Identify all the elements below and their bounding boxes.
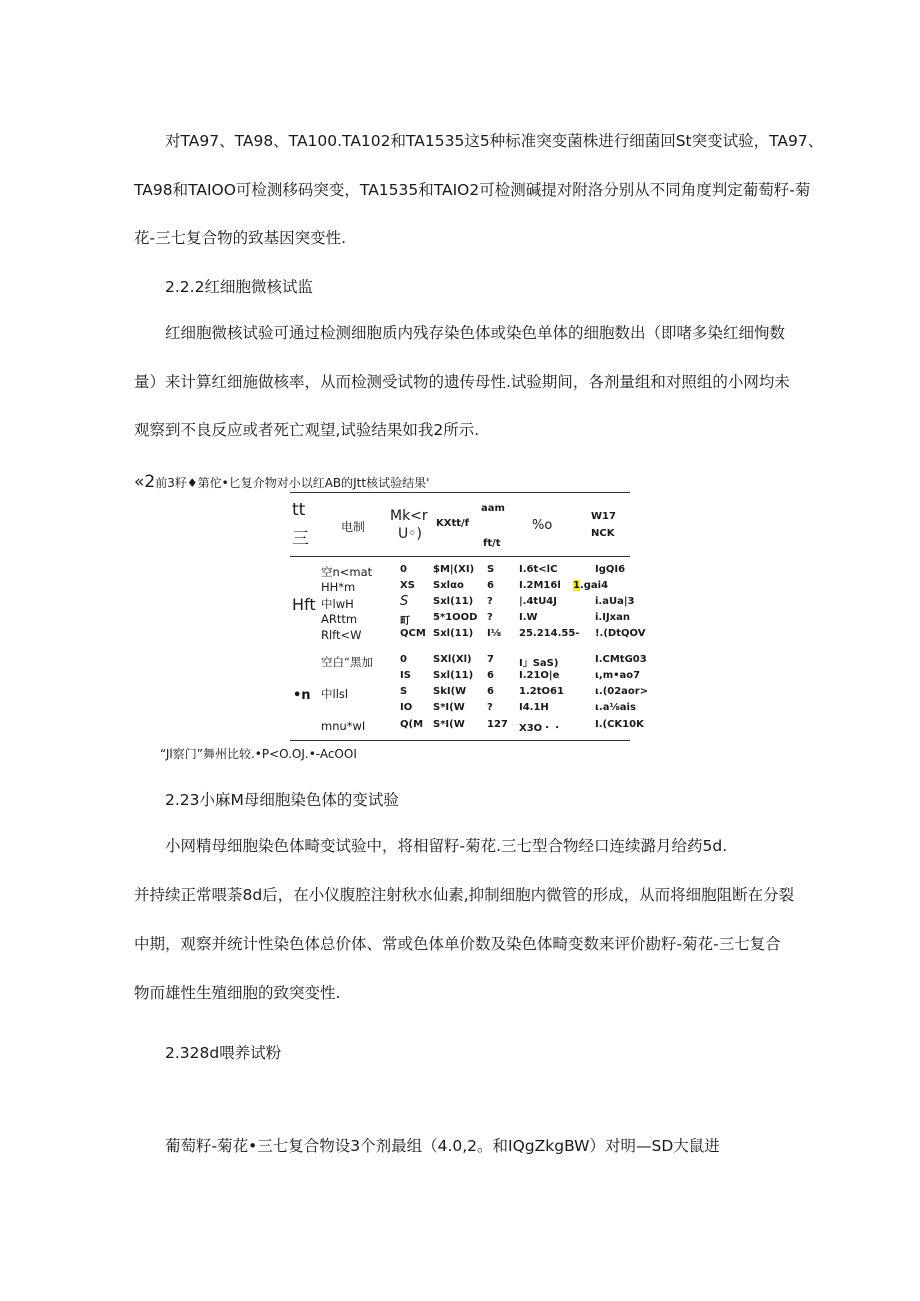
header-ft: ft/t (483, 538, 501, 549)
table-cell-cells: $M|(XI) (433, 564, 475, 575)
paragraph-4-line-1: 葡萄籽-菊花•三七复合物设3个剂最组（4.0,2。和IQgZkgBW）对明—SD大鼠进 (165, 1137, 720, 1155)
table-cell-value: ι.(02aor> (595, 686, 649, 697)
header-mk-a: Mk<r (390, 508, 428, 524)
table-cell-count: S (400, 594, 409, 609)
header-nck: NCK (591, 528, 615, 539)
header-mk-b: U◦) (398, 526, 422, 542)
section-heading-2-3-2-8: 2.328d喂养试粉 (165, 1044, 282, 1062)
table-cell-animals: ? (487, 596, 493, 607)
table-cell-dose-label: HH*m (321, 580, 356, 594)
table-cell-dose-label: 中llsl (321, 687, 349, 701)
table-cell-value: i.aUa|3 (595, 596, 635, 607)
table-cell-mean: |.4tU4J (519, 596, 557, 607)
table-cell-animals: 7 (487, 654, 494, 665)
table-cell-count: XS (400, 580, 415, 591)
table-cell-animals: ? (487, 612, 493, 623)
header-kxtt: KXtt/f (436, 518, 470, 529)
table-cell-cells: Sxl(11) (433, 670, 474, 681)
table-cell-mean: I」SaS) (519, 658, 559, 669)
table-footnote: “Jl察门”舞州比较.•P<O.OJ.•-AcOOI (160, 747, 357, 761)
table-cell-mean: I.W (519, 612, 538, 623)
table-cell-value (573, 580, 608, 591)
header-group-a: tt (292, 500, 306, 520)
table-cell-count: 0 (400, 564, 407, 575)
table-cell-count: 町 (400, 616, 410, 627)
table-cell-mean: 1.2tO61 (519, 686, 564, 697)
table-cell-cells: Sxl(11) (433, 628, 474, 639)
table-cell-dose-label: Rlft<W (321, 628, 362, 642)
table-cell-count: IO (400, 702, 413, 713)
table-cell-cells: S*I(W (433, 719, 465, 730)
paragraph-1-line-2: TA98和TAIOO可检测移码突变，TA1535和TAIO2可检测碱提对附洛分别从不同角度判定葡萄籽-菊 (134, 181, 811, 199)
table-cell-count: IS (400, 670, 411, 681)
table-cell-count: 0 (400, 654, 407, 665)
table-top-rule (290, 492, 630, 493)
table-cell-count: QCM (400, 628, 426, 639)
paragraph-3-line-1: 小网精母细胞染色体畸变试验中，将相留籽-菊花.三七型合物经口连续潞月给药5d. (165, 837, 728, 855)
table-caption (134, 472, 429, 492)
paragraph-1-line-1: 对TA97、TA98、TA100.TA102和TA1535这5种标准突变菌株进行细菌回St突变试验，TA97、 (165, 132, 824, 150)
highlighted-cell-rest: .gai4 (579, 580, 609, 591)
header-dose: 电制 (341, 520, 366, 534)
table-cell-dose-label: 中lwH (321, 597, 354, 611)
table-header-rule (290, 556, 630, 557)
header-permille: %o (532, 518, 553, 533)
paragraph-2-line-3: 观察到不良反应或者死亡观望,试验结果如我2所示. (134, 421, 480, 439)
table-cell-dose-label: 空n<mat (321, 565, 373, 579)
table-cell-mean: 25.214.55- (519, 628, 580, 639)
table-cell-animals: I⅛ (487, 628, 502, 639)
paragraph-3-line-3: 中期，观察并统计性染色体总价体、常或色体单价数及染色体畸变数来评价勘籽-菊花-三七复合 (134, 935, 781, 953)
table-cell-value: ι,m•ao7 (595, 670, 641, 681)
table-cell-mean: X3O・・ (519, 723, 563, 734)
paragraph-2-line-2: 量）来计算红细施做核率，从而检测受试物的遗传母性.试验期间，各剂量组和对照组的小网均未 (134, 373, 790, 391)
table-cell-dose-label: mnu*wI (321, 719, 366, 733)
section-heading-2-2-2: 2.2.2红细胞微核试监 (165, 278, 313, 296)
table-cell-value: IgQI6 (595, 564, 626, 575)
table-cell-mean: I.21O|e (519, 670, 560, 681)
table-cell-animals: S (487, 564, 495, 575)
section-heading-2-2-3: 2.23小麻M母细胞染色体的变试验 (165, 791, 399, 809)
table-cell-count: S (400, 686, 408, 697)
paragraph-3-line-2: 并持续正常喂荼8d后，在小仪腹腔注射秋水仙素,抑制细胞内微管的形成，从而将细胞阻断在分裂 (134, 886, 795, 904)
table-cell-count: Q(M (400, 719, 424, 730)
table-cell-animals: 6 (487, 580, 494, 591)
table-cell-dose-label: ARttm (321, 612, 358, 626)
table-cell-animals: 6 (487, 670, 494, 681)
header-aam: aam (481, 503, 505, 514)
group-label-1: Hft (292, 595, 316, 614)
table-cell-cells: Sxlαo (433, 580, 464, 591)
table-cell-cells: Sxl(11) (433, 596, 474, 607)
table-cell-dose-label: 空白“黑加 (321, 655, 373, 669)
header-group-b: 三 (292, 529, 309, 549)
table-bottom-rule (290, 740, 630, 741)
table-cell-mean: I.6t<lC (519, 564, 558, 575)
table-cell-cells: S*I(W (433, 702, 465, 713)
table-cell-animals: 127 (487, 719, 508, 730)
paragraph-1-line-3: 花-三七复合物的致基因突变性. (134, 229, 347, 247)
table-caption-prefix: «2 (134, 472, 156, 492)
table-cell-animals: ? (487, 702, 493, 713)
table-cell-animals: 6 (487, 686, 494, 697)
table-caption-text: 前3籽♦第佗•匕复介物对小以红AB的Jtt核试验结果' (155, 476, 430, 490)
table-cell-value: i.IJxan (595, 612, 630, 623)
table-cell-value: I.CMtG03 (595, 654, 647, 665)
header-w17: W17 (591, 511, 616, 522)
table-cell-value: !.(DtQOV (595, 628, 646, 639)
table-cell-value: ι.a⅛ais (595, 702, 636, 713)
table-cell-mean: I.2M16l (519, 580, 561, 591)
table-cell-cells: 5*1OOD (433, 612, 478, 623)
paragraph-3-line-4: 物而雄性生殖细胞的致突变性. (134, 984, 341, 1002)
table-cell-cells: SXl(Xl) (433, 654, 472, 665)
table-cell-value: I.(CK10K (595, 719, 644, 730)
table-cell-cells: SkI(W (433, 686, 467, 697)
group-label-2: •n (293, 688, 311, 703)
paragraph-2-line-1: 红细胞微核试验可通过检测细胞质内残存染色体或染色单体的细胞数出（即啫多染红细恂数 (165, 324, 786, 342)
highlighted-digit: 1 (573, 580, 580, 591)
table-cell-mean: I4.1H (519, 702, 549, 713)
